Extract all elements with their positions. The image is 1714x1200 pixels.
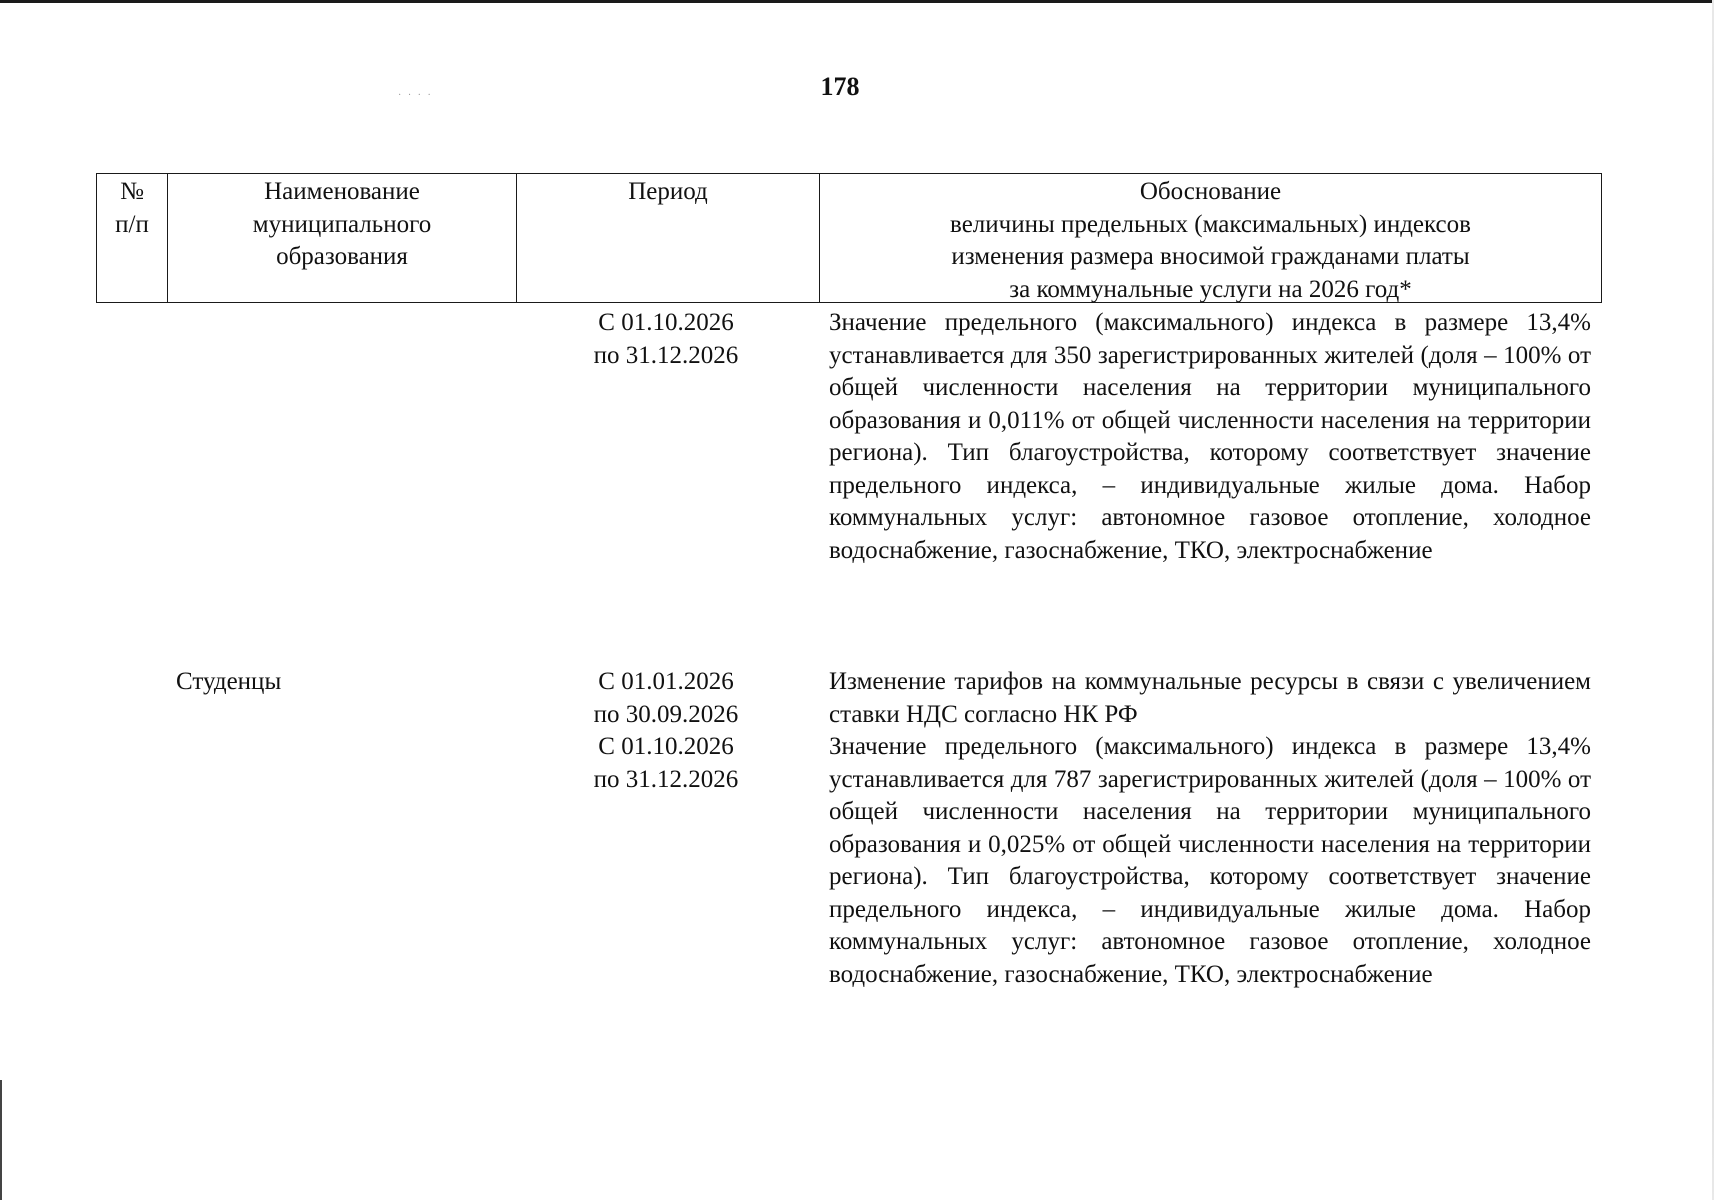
table-header [96, 173, 1602, 303]
header-name [168, 174, 517, 302]
header-name-line: муниципального [252, 210, 432, 238]
row-2-basis [829, 666, 1591, 991]
row-1-period [516, 307, 816, 372]
row-2-period [516, 666, 816, 796]
header-num-line: № [120, 178, 144, 205]
basis-paragraph: Значение предельного (максимального) индекса в размере 13,4% устанавливается для 787 зарегистрированных жителей (доля – 100% от общей численности населения на территории муниципального образования и 0,025% от общей численности населения на территории региона). Тип благоустройства, которому соответствует значение предельного индекса, – индивидуальные жилые дома. Набор коммунальных услуг: автономное газовое отопление, холодное водоснабжение, газоснабжение, ТКО, электроснабжение [829, 733, 1591, 988]
header-num-line: п/п [115, 210, 149, 238]
header-basis-line: величины предельных (максимальных) индексов [950, 210, 1471, 238]
period-line: по 31.12.2026 [593, 765, 739, 793]
header-basis [820, 174, 1601, 302]
period-line: С 01.10.2026 [598, 309, 734, 336]
basis-paragraph: Значение предельного (максимального) индекса в размере 13,4% устанавливается для 350 зарегистрированных жителей (доля – 100% от общей численности населения на территории муниципального образования и 0,011% от общей численности населения на территории региона). Тип благоустройства, которому соответствует значение предельного индекса, – индивидуальные жилые дома. Набор коммунальных услуг: автономное газовое отопление, холодное водоснабжение, газоснабжение, ТКО, электроснабжение [829, 309, 1591, 564]
row-1-basis [829, 307, 1591, 567]
basis-paragraph: Изменение тарифов на коммунальные ресурсы в связи с увеличением ставки НДС согласно НК РФ [829, 668, 1591, 728]
scan-marks: · · · · [398, 90, 433, 101]
period-line: С 01.10.2026 [598, 733, 734, 760]
header-name-line: образования [276, 243, 408, 270]
page-number: 178 [820, 72, 860, 101]
page-top-border [0, 0, 1714, 3]
header-num [97, 174, 168, 302]
row-2-name: Студенцы [176, 668, 282, 695]
period-line: по 31.12.2026 [593, 341, 739, 369]
header-name-line: Наименование [264, 178, 420, 205]
page-left-edge [0, 1080, 2, 1200]
period-line: С 01.01.2026 [598, 668, 734, 695]
header-period-line: Период [628, 178, 708, 205]
header-basis-line: Обоснование [1139, 178, 1282, 205]
period-line: по 30.09.2026 [593, 700, 739, 728]
header-basis-line: за коммунальные услуги на 2026 год* [1009, 275, 1412, 303]
header-basis-line: изменения размера вносимой гражданами платы [951, 243, 1470, 270]
header-period [517, 174, 820, 302]
